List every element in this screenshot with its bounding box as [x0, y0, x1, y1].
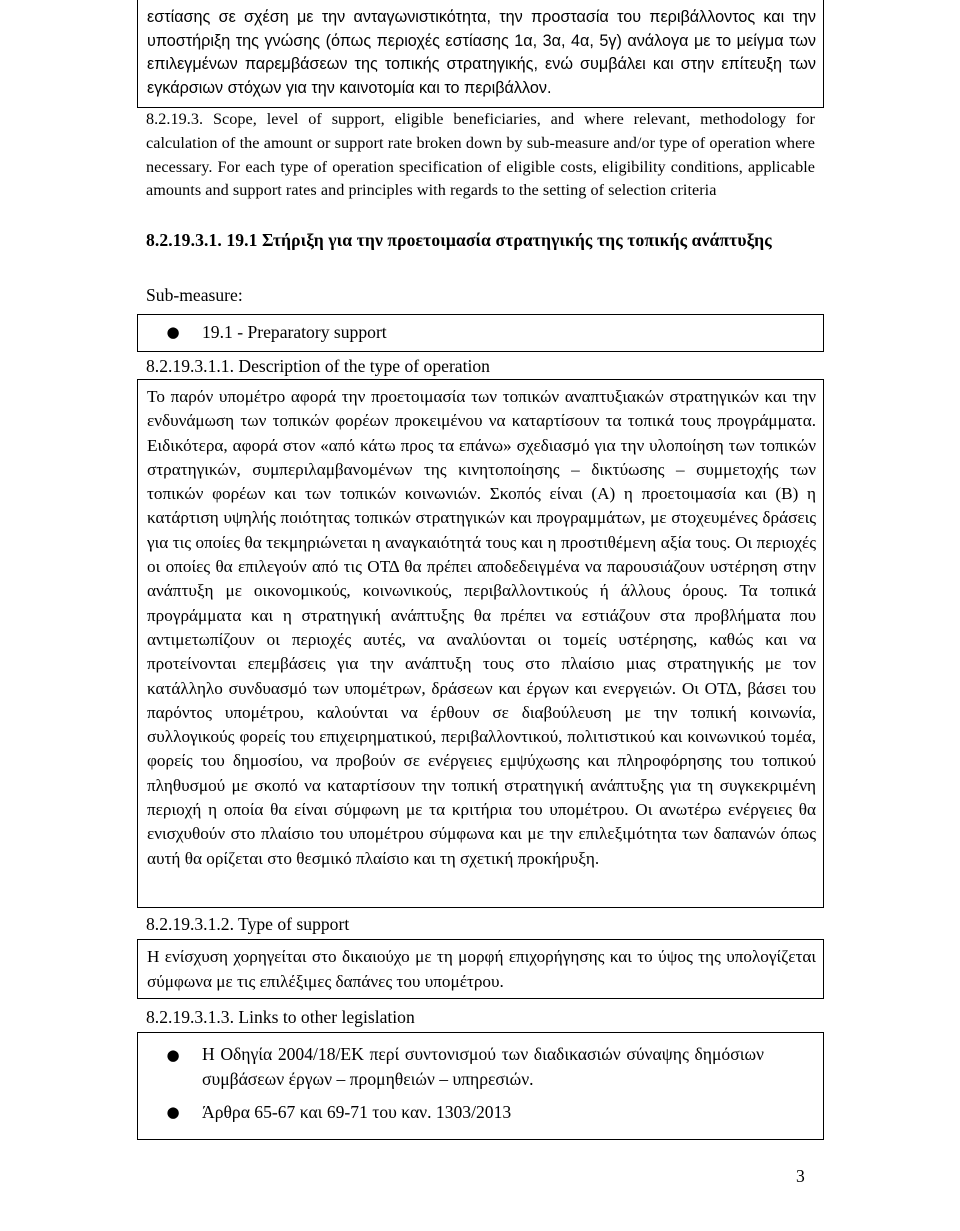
links-label: 8.2.19.3.1.3. Links to other legislation [146, 1007, 415, 1027]
links-item-text: Η Οδηγία 2004/18/ΕΚ περί συντονισμού των διαδικασιών σύναψης δημόσιων συμβάσεων έργων – προμηθειών – υπηρεσιών. [202, 1044, 764, 1089]
intro-box [137, 0, 824, 108]
page-number: 3 [796, 1166, 805, 1186]
scope-paragraph: 8.2.19.3. Scope, level of support, eligible beneficiaries, and where relevant, methodology for calculation of the amount or support rate broken down by sub-measure and/or type of operation where necessary. For each type of operation specification of eligible costs, eligibility conditions, applicable amounts and support rates and principles with regards to the setting of selection criteria [146, 110, 815, 200]
links-item [144, 1099, 511, 1125]
submeasure-box [137, 314, 824, 352]
links-item-text: Άρθρα 65-67 και 69-71 του καν. 1303/2013 [202, 1102, 512, 1122]
intro-paragraph: εστίασης σε σχέση με την ανταγωνιστικότητα, την προστασία του περιβάλλοντος και την υποστήριξη της γνώσης (όπως περιοχές εστίασης 1α, 3α, 4α, 5γ) ανάλογα με το μείγμα των επιλεγμένων παρεμβάσεων της τοπικής στρατηγικής, ενώ συμβάλει και στην επίτευξη των εγκάρσιων στόχων για την καινοτομία και το περιβάλλον. [147, 8, 816, 97]
bullet-icon: ● [166, 323, 180, 341]
type-of-support-paragraph: Η ενίσχυση χορηγείται στο δικαιούχο με τη μορφή επιχορήγησης και το ύψος της υπολογίζεται σύμφωνα με τις επιλέξιμες δαπάνες του υπομέτρου. [147, 947, 816, 991]
submeasure-item-text: 19.1 - Preparatory support [202, 322, 387, 342]
description-box [137, 379, 824, 908]
links-item [144, 1042, 764, 1091]
type-of-support-label: 8.2.19.3.1.2. Type of support [146, 914, 350, 934]
bullet-icon: ● [166, 1103, 180, 1121]
links-box [137, 1032, 824, 1140]
description-paragraph: Το παρόν υπομέτρο αφορά την προετοιμασία των τοπικών αναπτυξιακών στρατηγικών και την ενδυνάμωση των τοπικών φορέων προκειμένου να καταρτίσουν τα τοπικά τους προγράμματα. Ειδικότερα, αφορά στον «από κάτω προς τα επάνω» σχεδιασμό για την υλοποίηση των τοπικών στρατηγικών, συμπεριλαμβανομένων της κινητοποίησης – δικτύωσης – συμμετοχής των τοπικών φορέων και των τοπικών κοινωνιών. Σκοπός είναι (Α) η προετοιμασία και (Β) η κατάρτιση υψηλής ποιότητας τοπικών στρατηγικών και προγραμμάτων, με στοχευμένες δράσεις για τις οποίες θα τεκμηριώνεται η αναγκαιότητά τους και η προστιθέμενη αξία τους. Οι περιοχές οι οποίες θα επιλεγούν από τις ΟΤΔ θα πρέπει αποδεδειγμένα να παρουσιάζουν υστέρηση στην ανάπτυξη με οικονομικούς, κοινωνικούς, περιβαλλοντικούς ή άλλους όρους. Τα τοπικά προγράμματα και η στρατηγική ανάπτυξης θα πρέπει να εστιάζουν στα προβλήματα που αντιμετωπίζουν οι περιοχές αυτές, να αναλύονται οι τομείς υστέρησης, καθώς και να προτείνονται επεμβάσεις για την ανάπτυξη τους στο πλαίσιο μιας στρατηγικής με τον κατάλληλο συνδυασμό των υπομέτρων, δράσεων και έργων και ενεργειών. Οι ΟΤΔ, βάσει του παρόντος υπομέτρου, καλούνται να έρθουν σε διαβούλευση με την τοπική κοινωνία, συλλογικούς φορείς του επιχειρηματικού, περιβαλλοντικού, πολιτιστικού και κοινωνικού τομέα, φορείς του δημοσίου, να προβούν σε ενέργειες εμψύχωσης και πληροφόρησης του τοπικού πληθυσμού με σκοπό να καταρτίσουν την τοπική στρατηγική ανάπτυξης για τη συγκεκριμένη περιοχή η οποία θα είναι σύμφωνη με τα κριτήρια του υπομέτρου. Οι ανωτέρω ενέργειες θα ενισχυθούν στο πλαίσιο του υπομέτρου σύμφωνα και με την επιλεξιμότητα των δαπανών όπως αυτή θα ορίζεται στο θεσμικό πλαίσιο και τη σχετική προκήρυξη. [147, 387, 816, 868]
bullet-icon: ● [166, 1046, 180, 1064]
submeasure-item [144, 319, 387, 345]
submeasure-label: Sub-measure: [146, 285, 243, 305]
description-label: 8.2.19.3.1.1. Description of the type of operation [146, 356, 490, 376]
type-of-support-box [137, 939, 824, 999]
section-heading: 8.2.19.3.1. 19.1 Στήριξη για την προετοιμασία στρατηγικής της τοπικής ανάπτυξης [146, 230, 772, 250]
